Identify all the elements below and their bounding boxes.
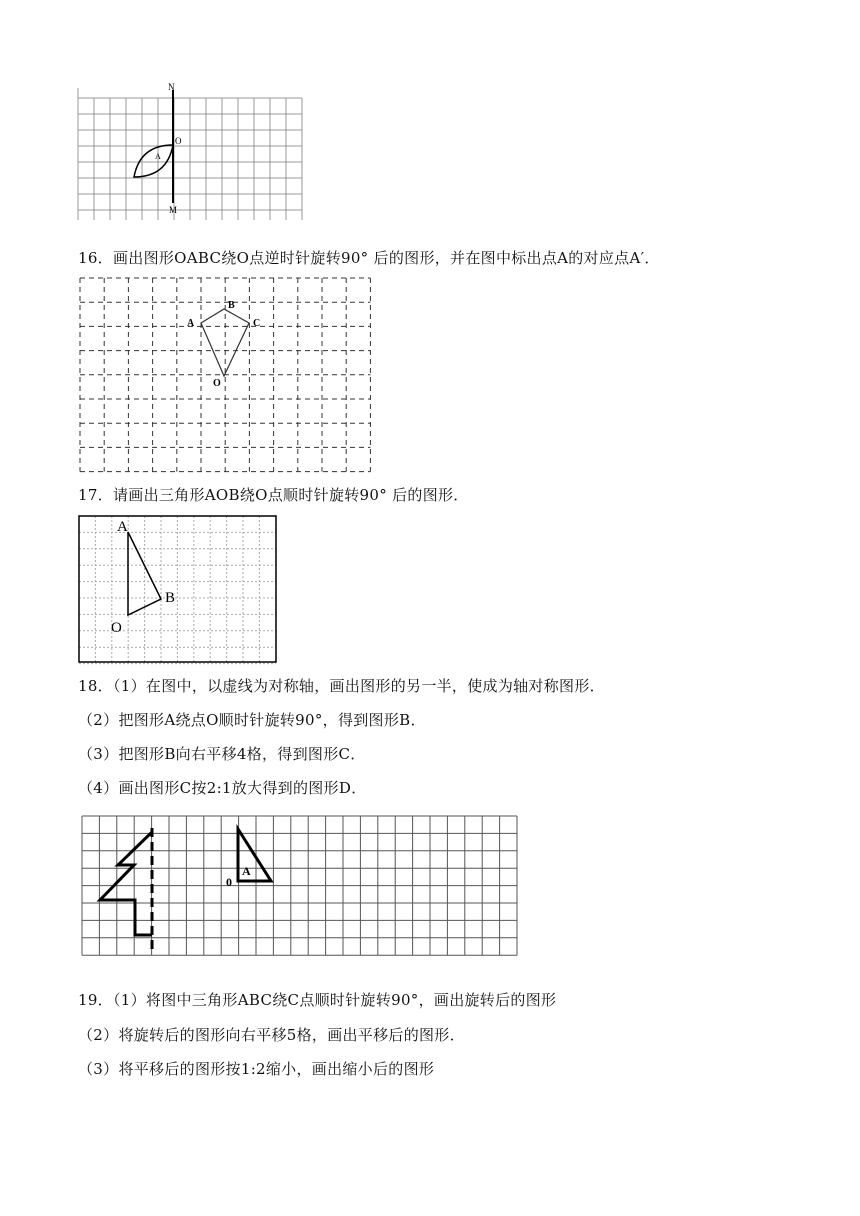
figure-15-grid	[70, 80, 310, 220]
q18-part-2: （2）把图形A绕点O顺时针旋转90°，得到图形B．	[78, 711, 426, 729]
label-a: A	[187, 318, 195, 329]
label-m: M	[169, 205, 178, 215]
label-o: O	[213, 378, 221, 389]
figure-17-grid	[78, 515, 278, 665]
q18-part-3: （3）把图形B向右平移4格，得到图形C．	[78, 745, 366, 763]
label-b: B	[228, 300, 235, 311]
q19-part-1: 19．（1）将图中三角形ABC绕C点顺时针旋转90°，画出旋转后的图形	[78, 991, 557, 1009]
label-o: O	[111, 620, 122, 636]
q18-part-4: （4）画出图形C按2:1放大得到的图形D．	[78, 779, 367, 797]
label-n: N	[168, 82, 175, 92]
leaf-shape	[134, 145, 173, 177]
q17-text: 17．请画出三角形AOB绕O点顺时针旋转90° 后的图形．	[78, 486, 469, 504]
half-shape	[100, 832, 152, 935]
label-b: B	[165, 590, 176, 606]
figure-16-grid	[78, 276, 374, 476]
q16-text: 16．画出图形OABC绕O点逆时针旋转90° 后的图形，并在图中标出点A的对应点A′．	[78, 249, 660, 267]
q18-part-1: 18．（1）在图中，以虚线为对称轴，画出图形的另一半，使成为轴对称图形．	[78, 677, 605, 695]
figure-18-grid	[78, 812, 520, 970]
q19-part-2: （2）将旋转后的图形向右平移5格，画出平移后的图形．	[78, 1026, 465, 1044]
label-a: A	[242, 864, 251, 878]
label-o: O	[175, 136, 182, 146]
label-o: 0	[226, 875, 232, 889]
label-a: A	[117, 519, 128, 535]
label-a: A	[155, 152, 161, 161]
label-c: C	[253, 318, 261, 329]
q19-part-3: （3）将平移后的图形按1:2缩小，画出缩小后的图形	[78, 1060, 435, 1078]
